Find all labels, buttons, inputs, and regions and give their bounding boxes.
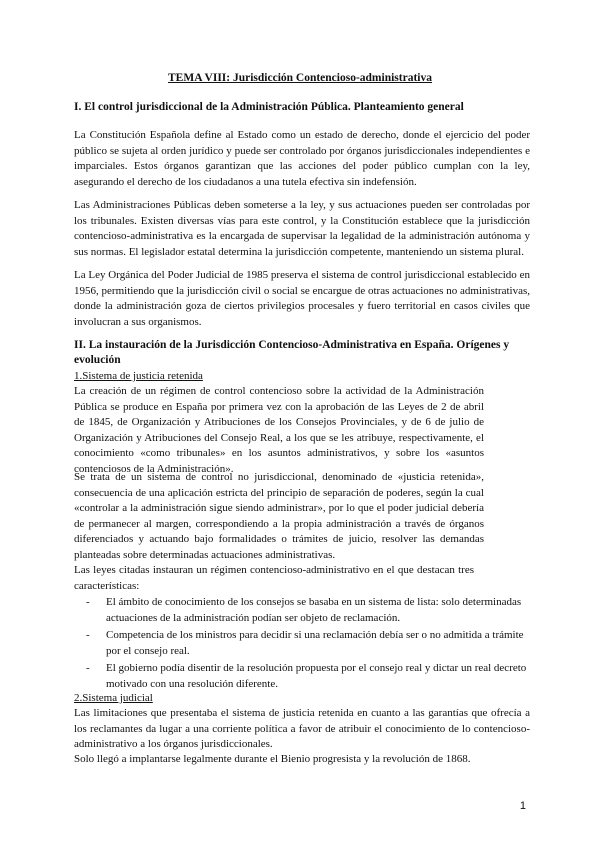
list-item: - Competencia de los ministros para decidir si una reclamación debía ser o no admitida a trámite por el consejo real. [86,629,524,657]
characteristics-list [86,595,530,694]
section-2-heading: II. La instauración de la Jurisdicción Contencioso-Administrativa en España. Orígenes y evolución [74,339,510,366]
subsection-1-paragraph-2: Se trata de un sistema de control no jurisdiccional, denominado de «justicia retenida», consecuencia de una aplicación estricta del principio de separación de poderes, según la cual «controlar a la administración sigue siendo administrar», por lo que el poder judicial debería de permanecer al margen, correspondiendo a la propia administración a través de órganos diferenciados y actuando bajo formalidades o trámites de juicio, resolver las demandas planteadas sobre determinadas actuaciones administrativas. [74,471,484,561]
subsection-2-paragraph-2: Solo llegó a implantarse legalmente durante el Bienio progresista y la revolución de 1868. [74,753,471,765]
page-number: 1 [519,800,526,812]
section-1-paragraph-3: La Ley Orgánica del Poder Judicial de 1985 preserva el sistema de control jurisdiccional establecido en 1956, permitiendo que la jurisdicción civil o social se encargue de otras actuaciones no administrativas, donde la administración goza de ciertos privilegios procesales y fuero territorial en casos civiles que involucran a sus organismos. [74,269,530,328]
subsection-1-paragraph-1: La creación de un régimen de control contencioso sobre la actividad de la Administración Pública se produce en España por primera vez con la aprobación de las Leyes de 2 de abril de 1845, de Organización y Atribuciones de los Consejos Provinciales, y de 6 de julio de Organización y Atribuciones del Consejo Real, a los que se les atribuye, respectivamente, el conocimiento «como tribunales» en los asuntos administrativos, y sobre los «asuntos contenciosos de la Administración». [74,385,484,475]
subsection-2-label: 2.Sistema judicial [74,692,153,704]
section-1-heading: I. El control jurisdiccional de la Administración Pública. Planteamiento general [74,101,464,113]
subsection-2-paragraph-1: Las limitaciones que presentaba el sistema de justicia retenida en cuanto a las garantías que ofrecía a los reclamantes da lugar a una corriente política a favor de atribuir el conocimiento de lo contencioso-administrativo a los órganos jurisdiccionales. [74,707,530,750]
subsection-1-paragraph-3: Las leyes citadas instauran un régimen contencioso-administrativo en el que destacan tres características: [74,564,474,592]
section-1-paragraph-1: La Constitución Española define al Estado como un estado de derecho, donde el ejercicio del poder público se sujeta al orden jurídico y puede ser controlado por órganos jurisdiccionales independientes e imparciales. Estos órganos garantizan que las acciones del poder público cumplan con la ley, asegurando el derecho de los ciudadanos a una tutela efectiva sin indefensión. [74,129,530,188]
list-item: - El gobierno podía disentir de la resolución propuesta por el consejo real y dictar un real decreto motivado con una resolución diferente. [86,662,527,690]
section-1-paragraph-2: Las Administraciones Públicas deben someterse a la ley, y sus actuaciones pueden ser controladas por los tribunales. Existen diversas vías para este control, y la Constitución establece que la jurisdicción contencioso-administrativa es la encargada de supervisar la legalidad de la administración autónoma y sus normas. El legislador estatal determina la jurisdicción competente, manteniendo un sistema plural. [74,199,530,258]
subsection-1-label: 1.Sistema de justicia retenida [74,370,203,382]
list-item: - El ámbito de conocimiento de los consejos se basaba en un sistema de lista: solo determinadas actuaciones de la administración podían ser objeto de reclamación. [86,596,522,624]
document-title: TEMA VIII: Jurisdicción Contencioso-administrativa [168,72,432,84]
